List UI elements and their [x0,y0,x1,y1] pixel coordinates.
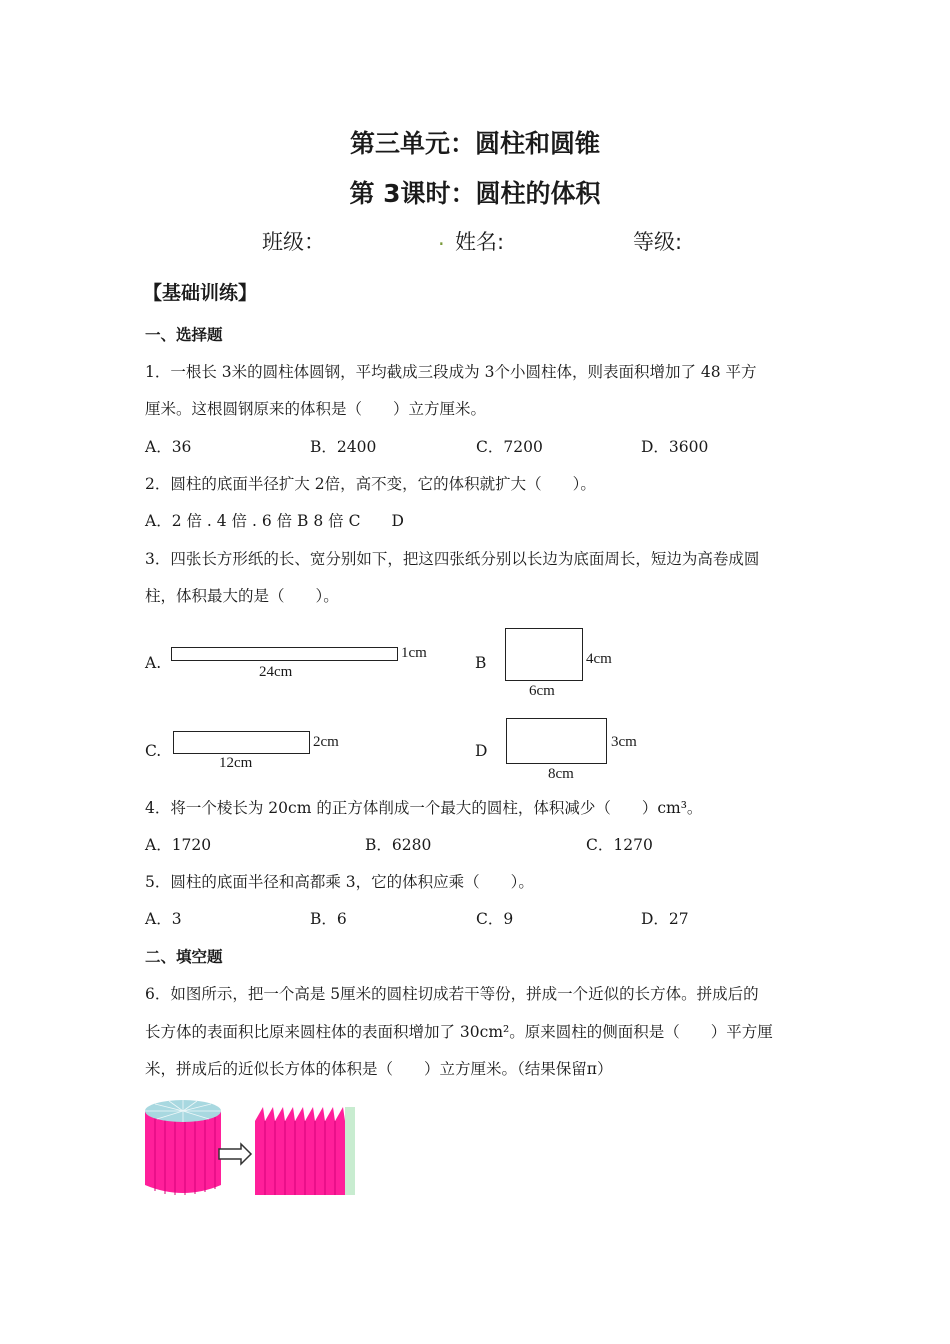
q6-line3: 米，拼成后的近似长方体的体积是（ ）立方厘米。（结果保留π） [145,1060,613,1078]
q3-line1: 3．四张长方形纸的长、宽分别如下，把这四张纸分别以长边为底面周长，短边为高卷成圆 [145,550,760,568]
q1-line1: 1．一根长 3米的圆柱体圆钢，平均截成三段成为 3个小圆柱体，则表面积增加了 48 平方 [145,363,757,381]
cuboid-side-face [345,1107,355,1195]
q3-fig-b-letter: B [475,654,487,672]
q5-option-a: A．3 [145,910,182,928]
q1-option-c: C．7200 [476,438,543,456]
section-basic-training: 【基础训练】 [143,282,258,304]
unit-title: 第三单元：圆柱和圆锥 [349,129,600,158]
q3-fig-b-length: 6cm [529,683,555,699]
part1-title: 一、选择题 [145,326,223,344]
q1-option-d: D．3600 [641,438,709,456]
q3-fig-a-rectangle [171,647,398,661]
q5-line1: 5．圆柱的底面半径和高都乘 3，它的体积应乘（ ）。 [145,873,534,891]
q2-line1: 2．圆柱的底面半径扩大 2倍，高不变，它的体积就扩大（ ）。 [145,475,596,493]
q3-fig-a-letter: A. [145,654,162,672]
class-label: 班级： [262,230,325,254]
q3-fig-d-width: 3cm [611,734,637,750]
q3-fig-b-width: 4cm [586,651,612,667]
q3-fig-c-width: 2cm [313,734,339,750]
q3-fig-d-rectangle [506,718,607,764]
q3-fig-c-letter: C. [145,742,162,760]
arrow-icon [219,1144,251,1164]
q3-fig-c-length: 12cm [219,755,253,771]
grade-label: 等级: [633,230,683,254]
cylinder-body [145,1111,221,1193]
q2-options: A．2 倍 . 4 倍 . 6 倍 B 8 倍 C D [145,512,404,530]
q3-fig-c-rectangle [173,731,310,754]
q5-option-c: C．9 [476,910,514,928]
q3-line2: 柱，体积最大的是（ ）。 [145,587,339,605]
q3-fig-b-rectangle [505,628,583,681]
q6-cylinder-to-cuboid-figure [143,1097,363,1201]
q1-option-a: A．36 [145,438,192,456]
q4-option-c: C．1270 [586,836,653,854]
q6-line2: 长方体的表面积比原来圆柱体的表面积增加了 30cm²。原来圆柱的侧面积是（ ）平方厘 [145,1023,773,1041]
q3-fig-d-length: 8cm [548,766,574,782]
q5-option-d: D．27 [641,910,689,928]
separator-dot: . [438,226,445,250]
q4-line1: 4．将一个棱长为 20cm 的正方体削成一个最大的圆柱，体积减少（ ）cm³。 [145,799,703,817]
q6-line1: 6．如图所示，把一个高是 5厘米的圆柱切成若干等份，拼成一个近似的长方体。拼成后的 [145,985,759,1003]
part2-title: 二、填空题 [145,948,223,966]
q4-option-b: B．6280 [365,836,432,854]
q3-fig-a-width: 1cm [401,645,427,661]
q1-line2: 厘米。这根圆钢原来的体积是（ ）立方厘米。 [145,400,487,418]
q3-fig-d-letter: D [475,742,488,760]
cuboid-front [255,1107,345,1195]
q1-option-b: B．2400 [310,438,377,456]
name-label: 姓名: [455,230,505,254]
q5-option-b: B．6 [310,910,347,928]
lesson-title: 第 3课时：圆柱的体积 [349,179,601,208]
q3-fig-a-length: 24cm [259,664,293,680]
q4-option-a: A．1720 [145,836,212,854]
